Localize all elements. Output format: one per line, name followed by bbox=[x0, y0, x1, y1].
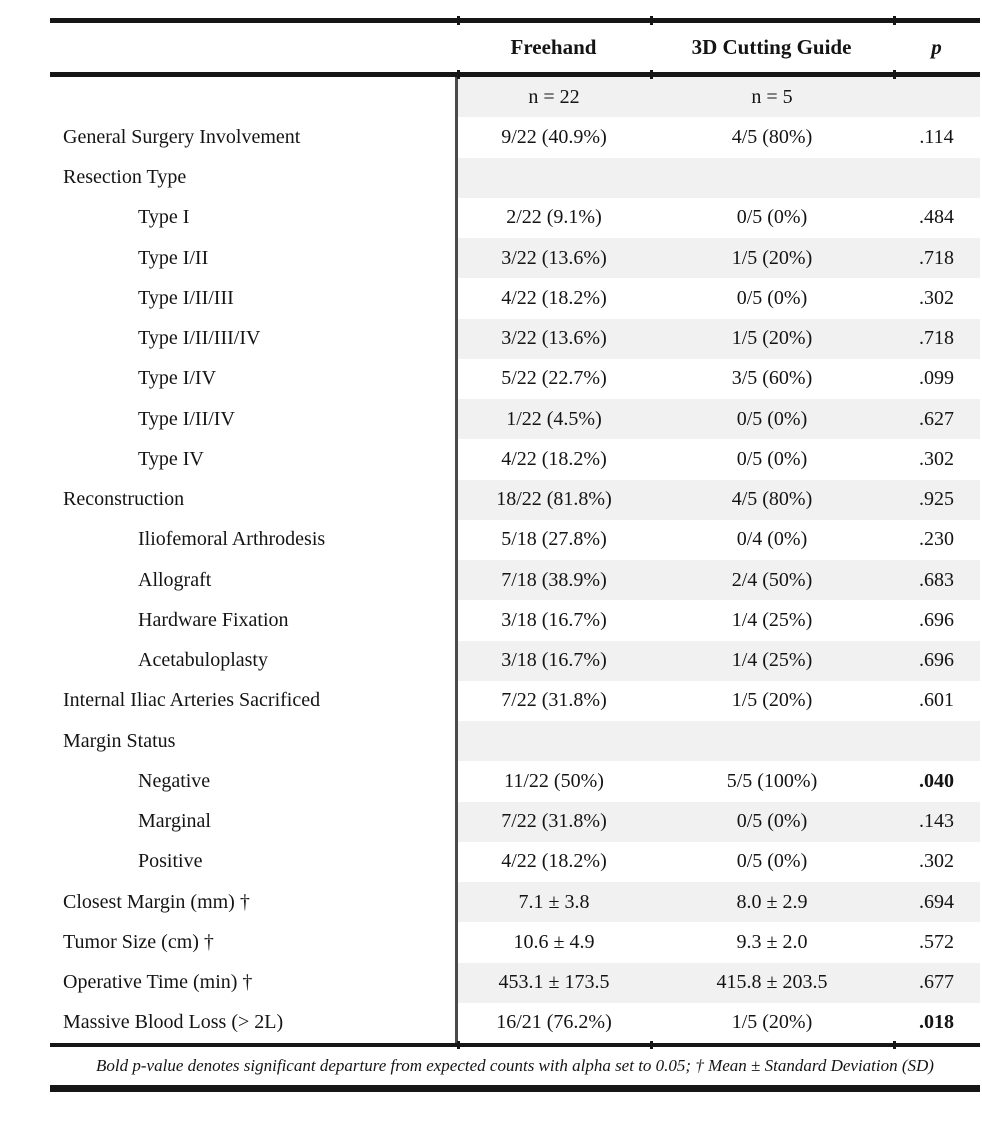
p-value: .718 bbox=[919, 327, 954, 350]
header-p-value: p bbox=[931, 35, 942, 59]
table-row bbox=[50, 439, 980, 479]
table-row bbox=[50, 761, 980, 801]
guide-value bbox=[651, 721, 894, 761]
column-tick bbox=[650, 1041, 653, 1049]
table-row bbox=[50, 600, 980, 640]
freehand-value bbox=[458, 721, 651, 761]
row-data-cells bbox=[455, 399, 981, 439]
footnote-row bbox=[50, 1047, 980, 1085]
table-row bbox=[50, 721, 980, 761]
row-data-cells bbox=[455, 520, 981, 560]
table-row bbox=[50, 520, 980, 560]
row-data-cells bbox=[455, 721, 981, 761]
row-data-cells bbox=[455, 158, 981, 198]
column-tick bbox=[893, 70, 896, 79]
row-data-cells bbox=[455, 238, 981, 278]
freehand-value: 2/22 (9.1%) bbox=[506, 206, 602, 229]
p-value: .718 bbox=[919, 246, 954, 269]
header-divider-rule bbox=[50, 72, 980, 77]
table-row bbox=[50, 198, 980, 238]
guide-value: 0/5 (0%) bbox=[736, 810, 808, 833]
p-value: .572 bbox=[919, 930, 954, 953]
table-row bbox=[50, 802, 980, 842]
p-value: .694 bbox=[919, 890, 954, 913]
p-value: .601 bbox=[919, 689, 954, 712]
freehand-value: n = 22 bbox=[528, 85, 580, 108]
p-value: .018 bbox=[919, 1011, 954, 1034]
p-value: .683 bbox=[919, 568, 954, 591]
column-tick bbox=[650, 16, 653, 25]
row-label: Marginal bbox=[138, 810, 211, 833]
table-row bbox=[50, 278, 980, 318]
row-label: Type I/II/III/IV bbox=[138, 327, 261, 350]
freehand-value: 7/22 (31.8%) bbox=[501, 689, 607, 712]
p-value: .302 bbox=[919, 286, 954, 309]
p-value bbox=[894, 721, 980, 761]
table-row bbox=[50, 158, 980, 198]
row-data-cells bbox=[455, 439, 981, 479]
row-label: General Surgery Involvement bbox=[63, 125, 301, 148]
column-tick bbox=[457, 70, 460, 79]
guide-value bbox=[651, 158, 894, 198]
p-value: .302 bbox=[919, 447, 954, 470]
freehand-value: 5/18 (27.8%) bbox=[501, 528, 607, 551]
row-data-cells bbox=[455, 922, 981, 962]
row-label: Tumor Size (cm) † bbox=[63, 930, 214, 953]
freehand-value: 3/18 (16.7%) bbox=[501, 649, 607, 672]
row-label: Reconstruction bbox=[63, 488, 185, 511]
guide-value: 3/5 (60%) bbox=[731, 367, 813, 390]
column-tick bbox=[457, 16, 460, 25]
row-label: Margin Status bbox=[63, 729, 176, 752]
row-data-cells bbox=[455, 802, 981, 842]
guide-value: 2/4 (50%) bbox=[731, 568, 813, 591]
table-body bbox=[50, 77, 980, 1043]
column-tick bbox=[893, 16, 896, 25]
row-label: Type I/IV bbox=[138, 367, 217, 390]
row-label: Operative Time (min) † bbox=[63, 971, 253, 994]
row-data-cells bbox=[455, 963, 981, 1003]
p-value: .114 bbox=[919, 125, 954, 148]
freehand-value: 18/22 (81.8%) bbox=[496, 488, 612, 511]
guide-value: 0/5 (0%) bbox=[736, 206, 808, 229]
p-value: .302 bbox=[919, 850, 954, 873]
table-row bbox=[50, 842, 980, 882]
row-data-cells bbox=[455, 77, 981, 117]
p-value: .677 bbox=[919, 971, 954, 994]
guide-value: n = 5 bbox=[751, 85, 793, 108]
guide-value: 0/5 (0%) bbox=[736, 447, 808, 470]
p-value bbox=[894, 158, 980, 198]
table-row bbox=[50, 77, 980, 117]
comparison-table bbox=[50, 18, 980, 1092]
table-row bbox=[50, 560, 980, 600]
row-data-cells bbox=[455, 198, 981, 238]
table-header-row bbox=[50, 23, 980, 72]
column-tick bbox=[893, 1041, 896, 1049]
header-3d-cutting-guide: 3D Cutting Guide bbox=[691, 35, 852, 59]
freehand-value: 7/22 (31.8%) bbox=[501, 810, 607, 833]
guide-value: 5/5 (100%) bbox=[726, 769, 818, 792]
row-label: Negative bbox=[138, 769, 211, 792]
freehand-value: 1/22 (4.5%) bbox=[506, 407, 602, 430]
guide-value: 0/5 (0%) bbox=[736, 286, 808, 309]
table-row bbox=[50, 882, 980, 922]
row-data-cells bbox=[455, 641, 981, 681]
freehand-value: 453.1 ± 173.5 bbox=[498, 971, 610, 994]
freehand-value: 3/18 (16.7%) bbox=[501, 608, 607, 631]
row-data-cells bbox=[455, 761, 981, 801]
p-value: .099 bbox=[919, 367, 954, 390]
freehand-value: 3/22 (13.6%) bbox=[501, 246, 607, 269]
row-data-cells bbox=[455, 359, 981, 399]
row-label: Iliofemoral Arthrodesis bbox=[138, 528, 326, 551]
row-data-cells bbox=[455, 117, 981, 157]
guide-value: 415.8 ± 203.5 bbox=[716, 971, 828, 994]
p-value: .143 bbox=[919, 810, 954, 833]
p-value: .627 bbox=[919, 407, 954, 430]
guide-value: 1/5 (20%) bbox=[731, 689, 813, 712]
guide-value: 8.0 ± 2.9 bbox=[736, 890, 808, 913]
row-label: Type I/II bbox=[138, 246, 209, 269]
guide-value: 1/5 (20%) bbox=[731, 1011, 813, 1034]
guide-value: 1/4 (25%) bbox=[731, 649, 813, 672]
guide-value: 1/4 (25%) bbox=[731, 608, 813, 631]
freehand-value: 4/22 (18.2%) bbox=[501, 850, 607, 873]
row-data-cells bbox=[455, 480, 981, 520]
row-label: Type IV bbox=[138, 447, 204, 470]
row-data-cells bbox=[455, 1003, 981, 1043]
table-row bbox=[50, 963, 980, 1003]
row-data-cells bbox=[455, 560, 981, 600]
row-data-cells bbox=[455, 842, 981, 882]
footnote-text: Bold p-value denotes significant departure from expected counts with alpha set to 0.05; † Mean ± Standard Deviation (SD) bbox=[96, 1056, 934, 1075]
row-label: Acetabuloplasty bbox=[138, 649, 268, 672]
table-bottom-rule bbox=[50, 1043, 980, 1047]
row-data-cells bbox=[455, 319, 981, 359]
freehand-value: 4/22 (18.2%) bbox=[501, 286, 607, 309]
table-row bbox=[50, 399, 980, 439]
freehand-value bbox=[458, 158, 651, 198]
table-row bbox=[50, 238, 980, 278]
freehand-value: 16/21 (76.2%) bbox=[496, 1011, 612, 1034]
table-row bbox=[50, 1003, 980, 1043]
row-label bbox=[50, 77, 455, 117]
row-data-cells bbox=[455, 882, 981, 922]
freehand-value: 9/22 (40.9%) bbox=[501, 125, 607, 148]
p-value: .925 bbox=[919, 488, 954, 511]
guide-value: 0/5 (0%) bbox=[736, 407, 808, 430]
guide-value: 0/4 (0%) bbox=[736, 528, 808, 551]
table-row bbox=[50, 681, 980, 721]
freehand-value: 3/22 (13.6%) bbox=[501, 327, 607, 350]
row-label: Allograft bbox=[138, 568, 212, 591]
guide-value: 0/5 (0%) bbox=[736, 850, 808, 873]
row-data-cells bbox=[455, 681, 981, 721]
p-value: .230 bbox=[919, 528, 954, 551]
guide-value: 4/5 (80%) bbox=[731, 125, 813, 148]
freehand-value: 7/18 (38.9%) bbox=[501, 568, 607, 591]
row-label: Type I bbox=[138, 206, 190, 229]
p-value: .696 bbox=[919, 649, 954, 672]
row-label: Type I/II/IV bbox=[138, 407, 235, 430]
guide-value: 9.3 ± 2.0 bbox=[736, 930, 808, 953]
p-value: .696 bbox=[919, 608, 954, 631]
freehand-value: 10.6 ± 4.9 bbox=[513, 930, 595, 953]
p-value: .040 bbox=[919, 769, 954, 792]
table-row bbox=[50, 641, 980, 681]
guide-value: 4/5 (80%) bbox=[731, 488, 813, 511]
guide-value: 1/5 (20%) bbox=[731, 327, 813, 350]
freehand-value: 5/22 (22.7%) bbox=[501, 367, 607, 390]
row-data-cells bbox=[455, 600, 981, 640]
row-label: Type I/II/III bbox=[138, 286, 234, 309]
table-row bbox=[50, 922, 980, 962]
row-label: Hardware Fixation bbox=[138, 608, 289, 631]
guide-value: 1/5 (20%) bbox=[731, 246, 813, 269]
header-freehand: Freehand bbox=[510, 35, 597, 59]
page-bottom-rule bbox=[50, 1085, 980, 1092]
freehand-value: 4/22 (18.2%) bbox=[501, 447, 607, 470]
top-rule bbox=[50, 18, 980, 23]
freehand-value: 11/22 (50%) bbox=[504, 769, 604, 792]
row-label: Resection Type bbox=[63, 166, 187, 189]
table-row bbox=[50, 359, 980, 399]
row-label: Internal Iliac Arteries Sacrificed bbox=[63, 689, 321, 712]
row-label: Positive bbox=[138, 850, 203, 873]
row-label: Massive Blood Loss (> 2L) bbox=[63, 1011, 284, 1034]
table-row bbox=[50, 117, 980, 157]
row-label: Closest Margin (mm) † bbox=[63, 890, 250, 913]
p-value bbox=[894, 77, 980, 117]
freehand-value: 7.1 ± 3.8 bbox=[518, 890, 590, 913]
column-tick bbox=[457, 1041, 460, 1049]
row-data-cells bbox=[455, 278, 981, 318]
table-row bbox=[50, 319, 980, 359]
column-tick bbox=[650, 70, 653, 79]
table-row bbox=[50, 480, 980, 520]
p-value: .484 bbox=[919, 206, 954, 229]
